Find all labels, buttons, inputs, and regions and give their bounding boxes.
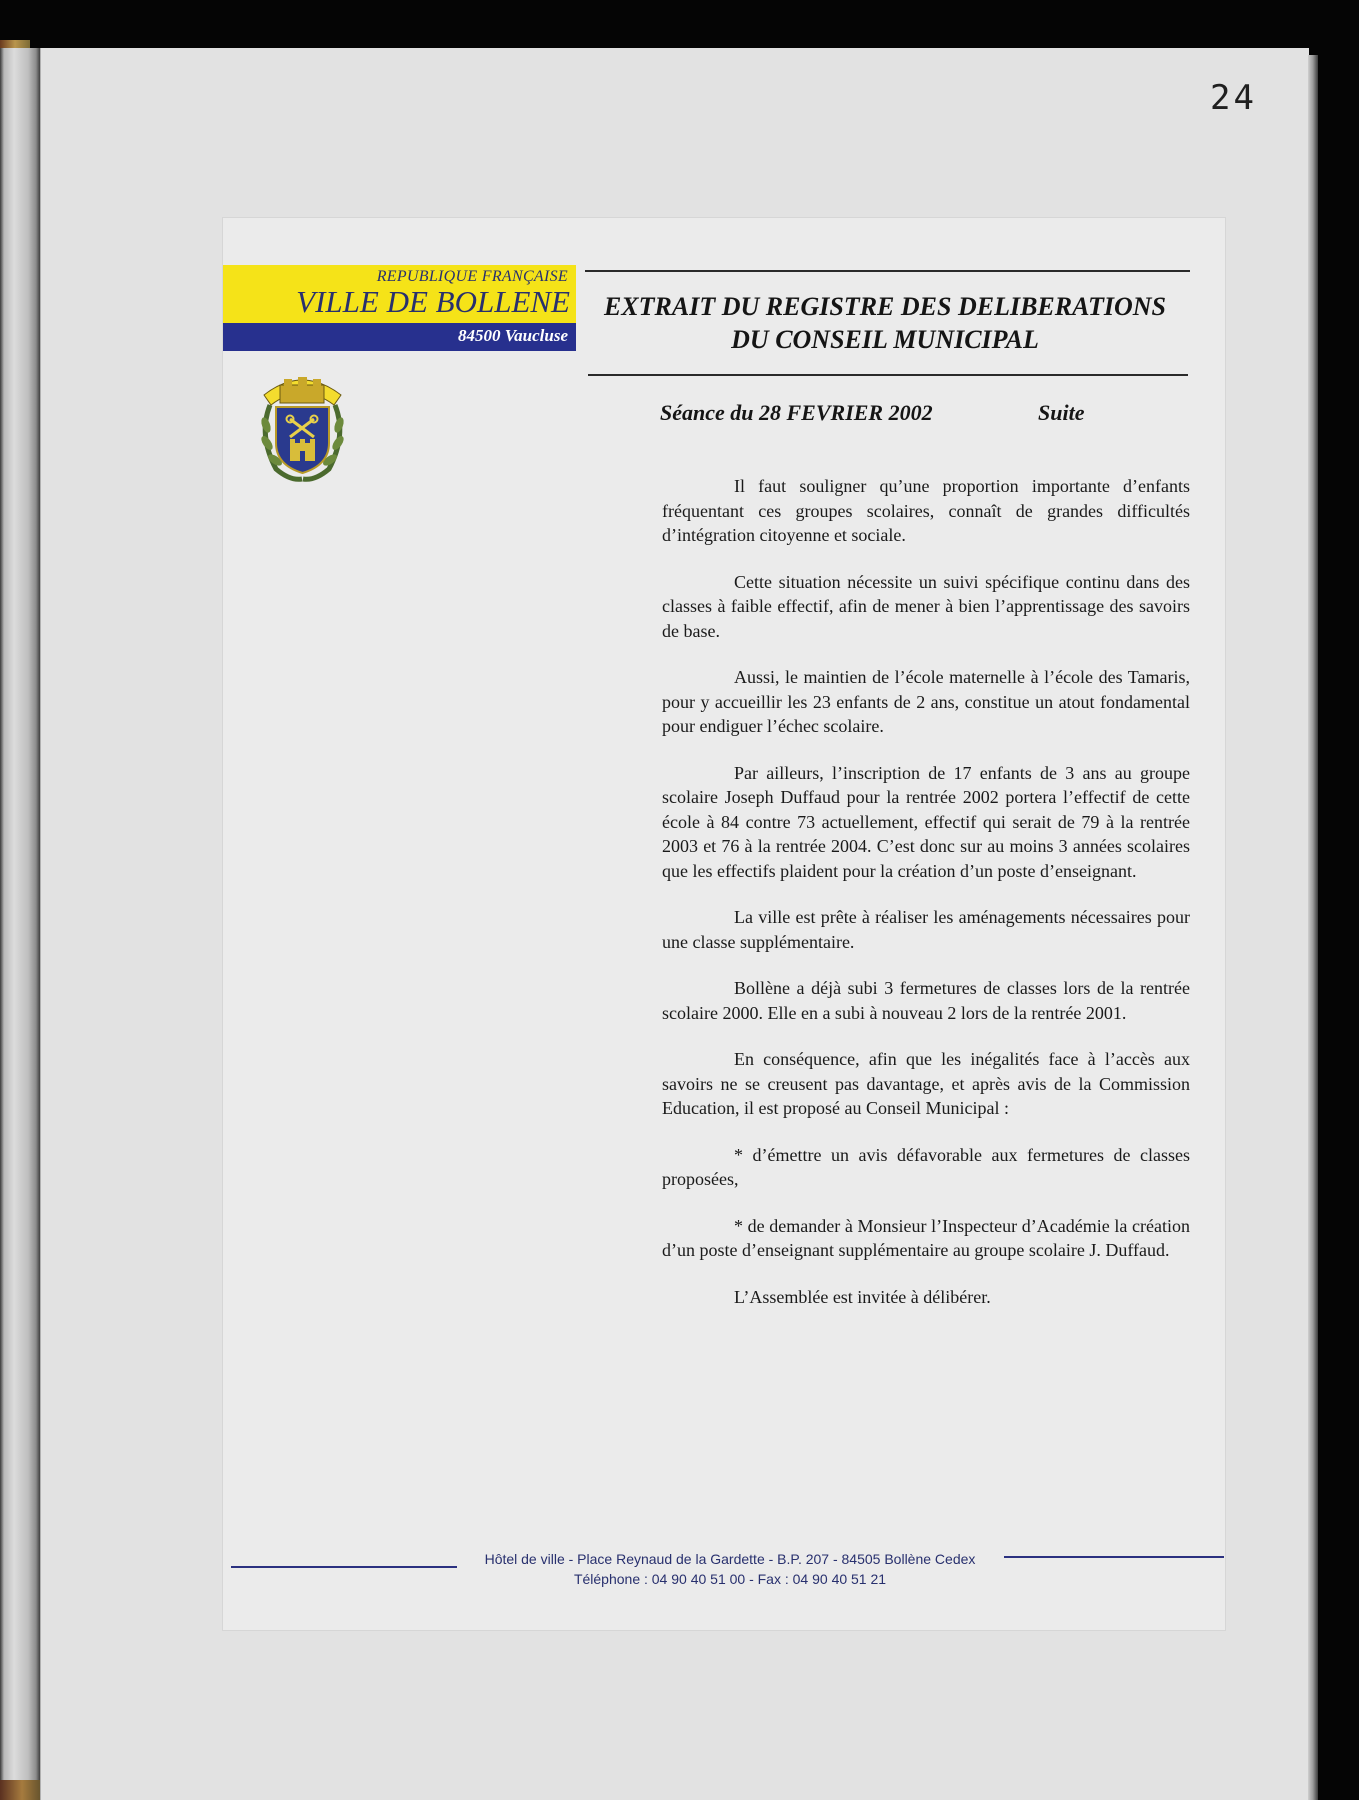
document-title-line1: EXTRAIT DU REGISTRE DES DELIBERATIONS — [603, 292, 1167, 321]
letterhead-ville: VILLE DE BOLLENE — [296, 284, 570, 319]
footer-address: Hôtel de ville - Place Reynaud de la Gardette - B.P. 207 - 84505 Bollène Cedex — [484, 1551, 976, 1567]
proposal-item: * de demander à Monsieur l’Inspecteur d’Académie la création d’un poste d’enseignant supplémentaire au groupe scolaire J. Duffaud. — [662, 1215, 1190, 1260]
letterhead-republique: REPUBLIQUE FRANÇAISE — [376, 268, 568, 285]
title-top-rule — [585, 270, 1190, 272]
paragraph: La ville est prête à réaliser les aménagements nécessaires pour une classe supplémentaire. — [662, 907, 1190, 952]
paragraph: Par ailleurs, l’inscription de 17 enfants de 3 ans au groupe scolaire Joseph Duffaud pour la rentrée 2002 portera l’effectif de cette école à 84 contre 73 actuellement, effectif qui serait de 79 à la rentrée 2003 et 76 à la rentrée 2004. C’est donc sur au moins 3 années scolaires que les effectifs plaident pour la création d’un poste d’enseignant. — [662, 762, 1190, 881]
paragraph: En conséquence, afin que les inégalités face à l’accès aux savoirs ne se creusent pas davantage, et après avis de la Commission Education, il est proposé au Conseil Municipal : — [662, 1049, 1190, 1118]
document-title-line2: DU CONSEIL MUNICIPAL — [731, 325, 1039, 354]
deliberation-body — [662, 474, 1190, 1331]
document-title — [585, 290, 1185, 356]
letterhead-departement: 84500 Vaucluse — [457, 326, 568, 345]
footer-contact: Téléphone : 04 90 40 51 00 - Fax : 04 90 40 51 21 — [573, 1571, 887, 1587]
title-bottom-rule — [588, 374, 1188, 376]
footer-left-rule — [231, 1566, 457, 1568]
seance-suite: Suite — [1038, 400, 1085, 425]
sheet-edge — [1308, 55, 1318, 1800]
closing-paragraph: L’Assemblée est invitée à délibérer. — [734, 1286, 991, 1307]
binder-spine — [0, 48, 40, 1800]
seance-date: Séance du 28 FEVRIER 2002 — [660, 400, 933, 425]
paragraph: Bollène a déjà subi 3 fermetures de classes lors de la rentrée scolaire 2000. Elle en a subi à nouveau 2 lors de la rentrée 2001. — [662, 978, 1190, 1023]
coat-of-arms-icon — [250, 365, 355, 485]
proposal-item: * d’émettre un avis défavorable aux fermetures de classes proposées, — [662, 1144, 1190, 1189]
folio-number: 24 — [1210, 78, 1257, 118]
paragraph: Cette situation nécessite un suivi spécifique continu dans des classes à faible effectif, afin de mener à bien l’apprentissage des savoirs de base. — [662, 571, 1190, 641]
paragraph: Il faut souligner qu’une proportion importante d’enfants fréquentant ces groupes scolaires, connaît de grandes difficultés d’intégration citoyenne et sociale. — [662, 476, 1190, 545]
binder-bottom-edge — [0, 1780, 44, 1800]
paragraph: Aussi, le maintien de l’école maternelle à l’école des Tamaris, pour y accueillir les 23 enfants de 2 ans, constitue un atout fondamental pour endiguer l’échec scolaire. — [662, 667, 1190, 736]
footer-right-rule — [1004, 1556, 1224, 1558]
